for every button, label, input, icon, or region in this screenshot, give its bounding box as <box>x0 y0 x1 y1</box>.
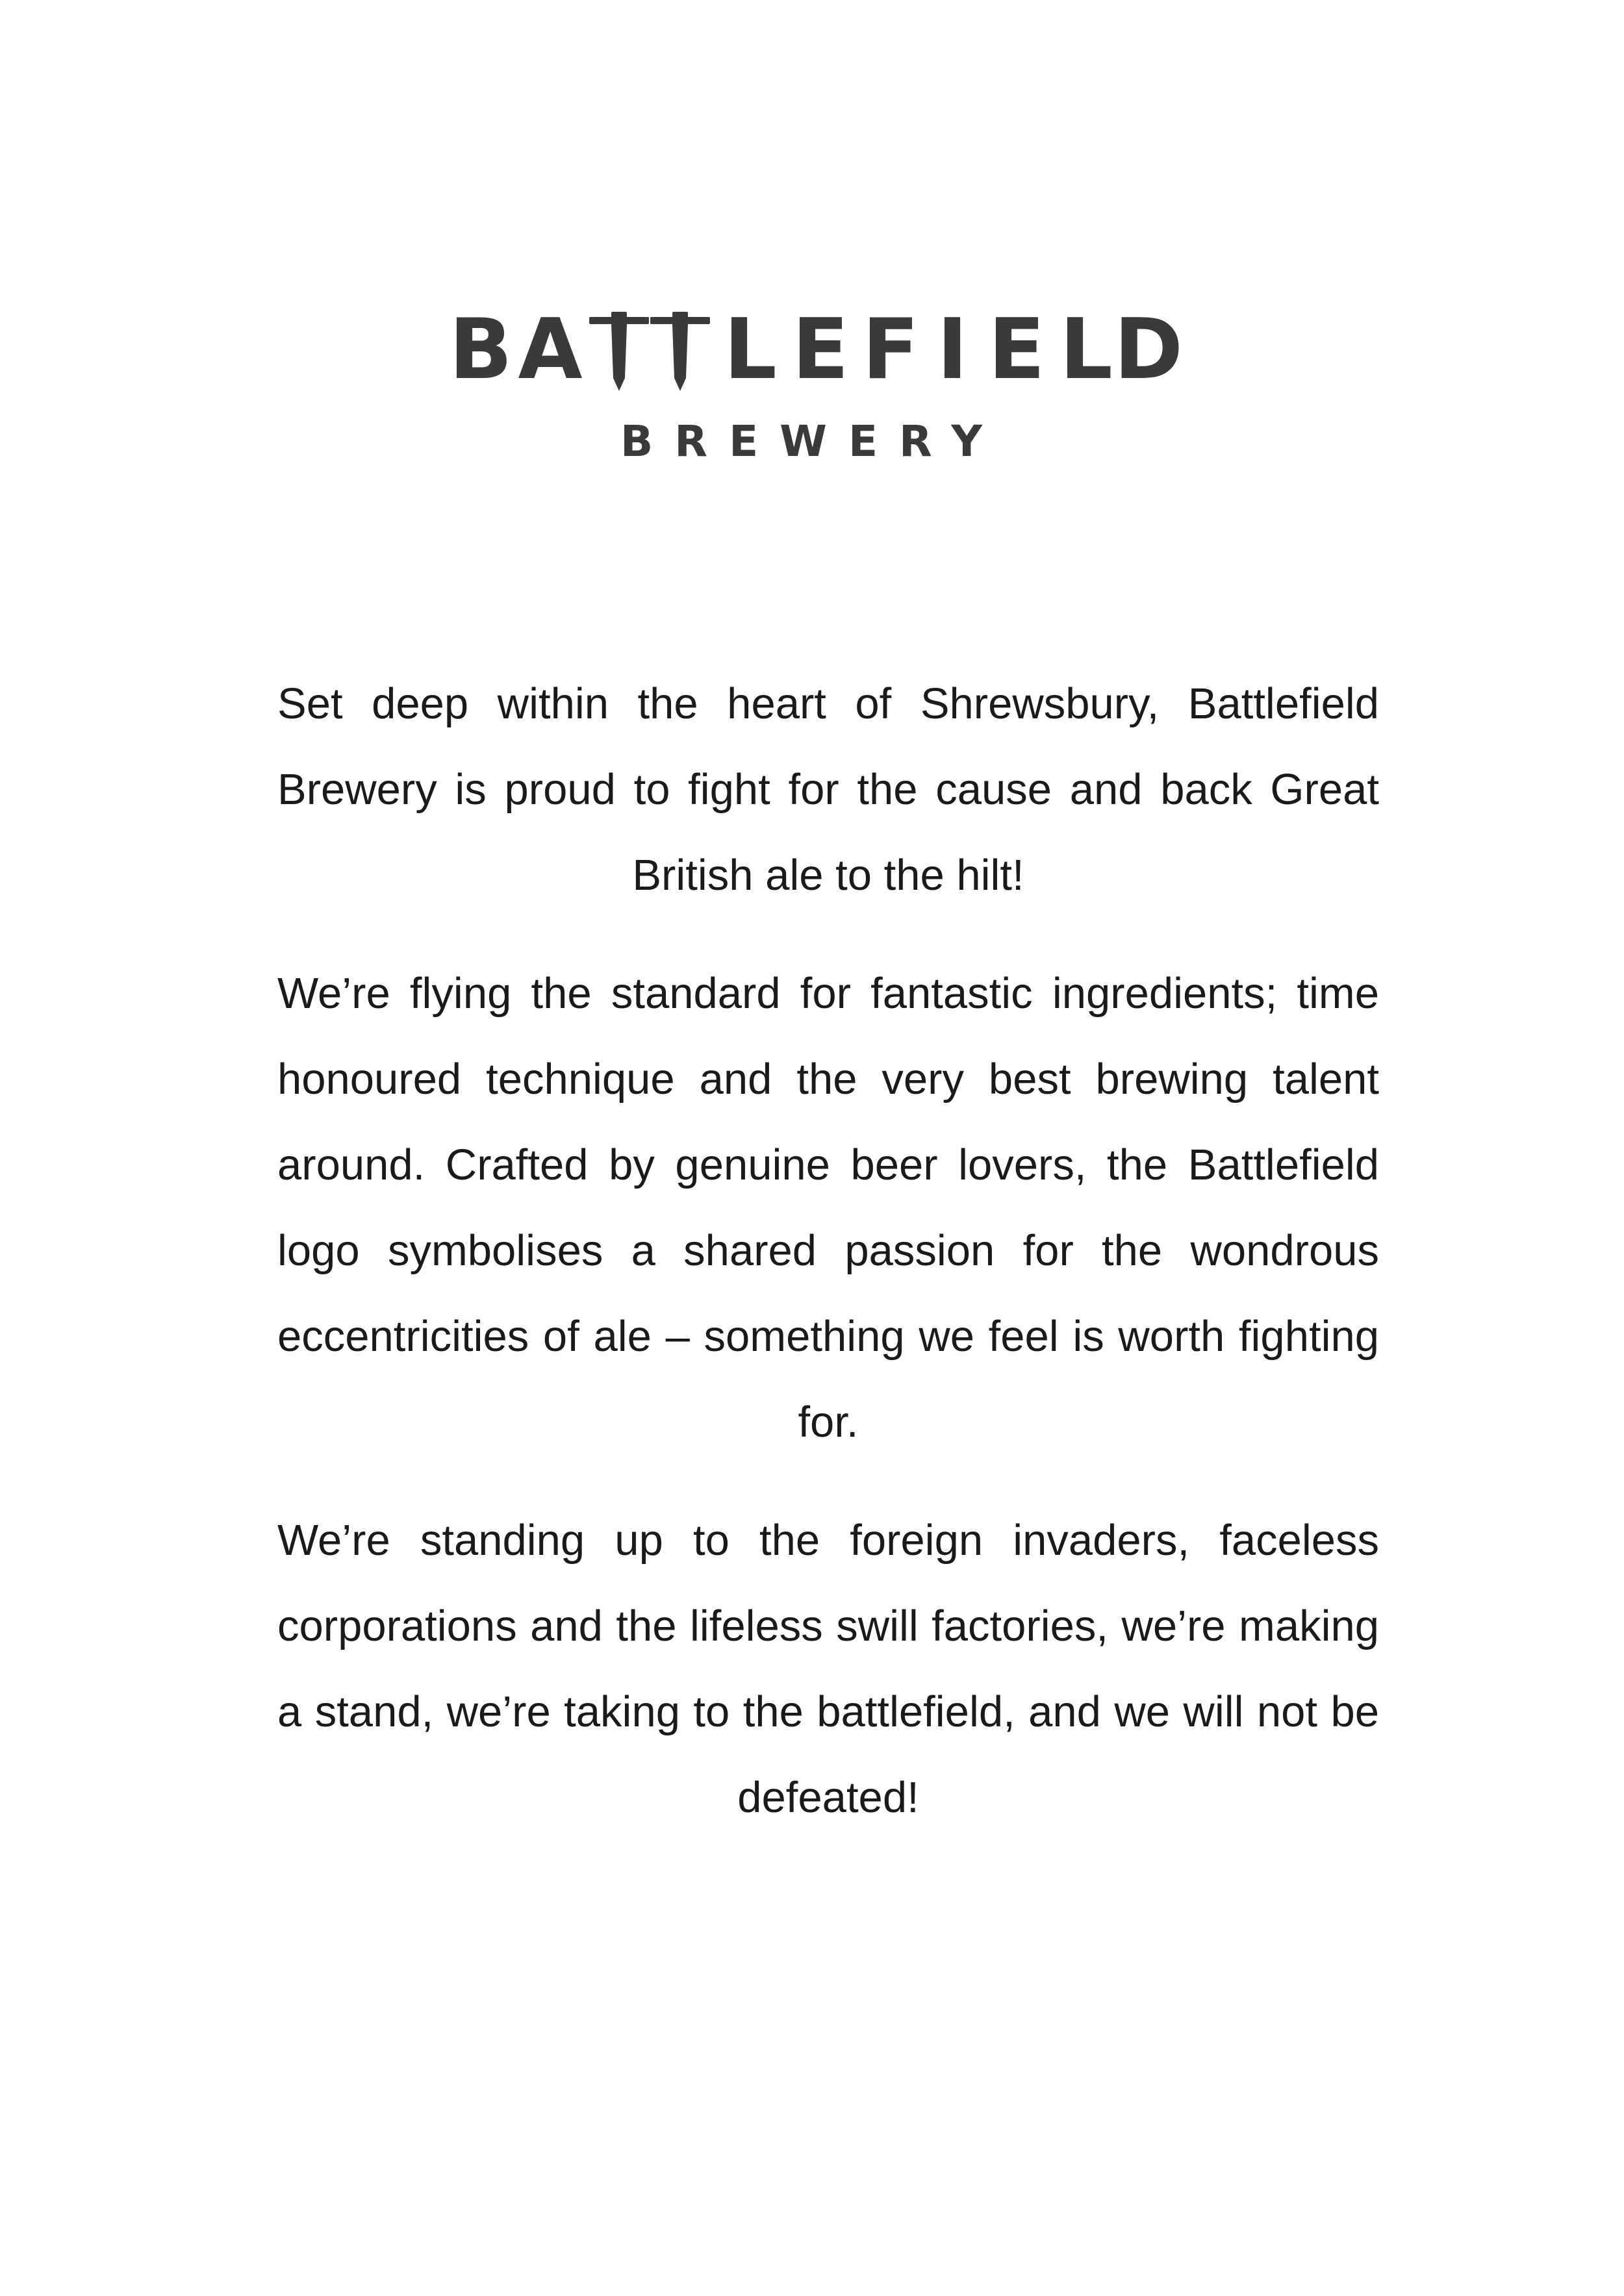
sword-icon <box>589 312 649 391</box>
logo-subtitle: BREWERY <box>620 416 1004 466</box>
paragraph: We’re flying the standard for fantastic ingredients; time honoured technique and the very best brewing talent around. Crafted by genuine beer lovers, the Battlefield logo symbolises a shared passion for the wondrous eccentricities of ale – something we feel is worth fighting for. <box>277 969 1379 1446</box>
logo-letter-l: L <box>724 305 777 398</box>
logo-letter-e: E <box>792 305 849 398</box>
logo-letter-i: I <box>937 305 968 398</box>
paragraph: Set deep within the heart of Shrewsbury, Battlefield Brewery is proud to fight for the cause and back Great British ale to the hilt! <box>277 679 1379 900</box>
logo-letter-a: A <box>518 305 583 398</box>
logo-letter-e2: E <box>988 305 1045 398</box>
body-text <box>277 661 1379 1841</box>
battlefield-brewery-logo <box>0 305 1624 481</box>
logo-letter-b: B <box>449 305 513 398</box>
paragraph: We’re standing up to the foreign invaders, faceless corporations and the lifeless swill factories, we’re making a stand, we’re taking to the battlefield, and we will not be defeated! <box>277 1516 1379 1822</box>
logo-wordmark <box>449 305 1183 398</box>
logo-letter-f: F <box>862 305 919 398</box>
logo-letter-l2: L <box>1059 305 1113 398</box>
logo-letter-d: D <box>1113 305 1184 398</box>
sword-icon <box>650 312 710 391</box>
